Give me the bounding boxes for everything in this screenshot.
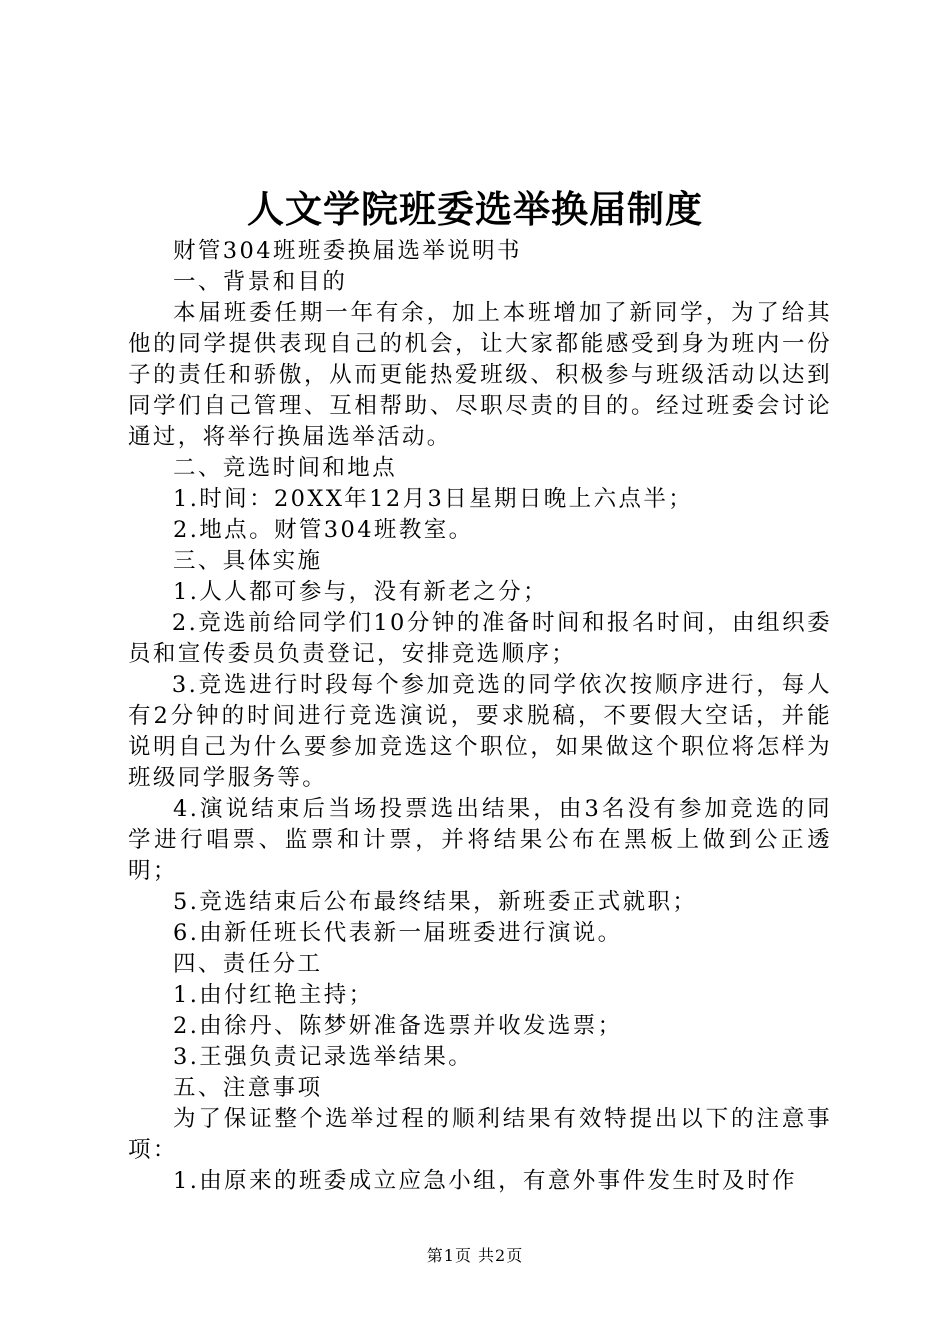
section-heading-1: 一、背景和目的	[173, 269, 348, 295]
paragraph: 为了保证整个选举过程的顺利结果有效特提出以下的注意事项：	[128, 1106, 832, 1163]
document-title: 人文学院班委选举换届制度	[247, 187, 703, 231]
list-item: 6.由新任班长代表新一届班委进行演说。	[173, 920, 623, 946]
section-heading-5: 五、注意事项	[173, 1075, 323, 1101]
section-heading-3: 三、具体实施	[173, 548, 323, 574]
section-heading-2: 二、竞选时间和地点	[173, 455, 398, 481]
list-item: 2.地点。财管304班教室。	[173, 517, 474, 543]
list-item: 1.时间：20XX年12月3日星期日晚上六点半；	[173, 486, 694, 512]
list-item: 2.由徐丹、陈梦妍准备选票并收发选票；	[173, 1013, 623, 1039]
list-item: 1.由付红艳主持；	[173, 982, 374, 1008]
section-heading-4: 四、责任分工	[173, 951, 323, 977]
list-item: 4.演说结束后当场投票选出结果，由3名没有参加竞选的同学进行唱票、监票和计票，并将结果公布在黑板上做到公正透明；	[128, 796, 832, 884]
list-item: 1.人人都可参与，没有新老之分；	[173, 579, 548, 605]
list-item: 5.竞选结束后公布最终结果，新班委正式就职；	[173, 889, 698, 915]
list-item: 3.竞选进行时段每个参加竞选的同学依次按顺序进行，每人有2分钟的时间进行竞选演说，要求脱稿，不要假大空话，并能说明自己为什么要参加竞选这个职位，如果做这个职位将怎样为班级同学服务等。	[128, 672, 832, 791]
list-item: 1.由原来的班委成立应急小组，有意外事件发生时及时作	[173, 1168, 797, 1194]
page-footer: 第1页 共2页	[426, 1246, 524, 1265]
list-item: 3.王强负责记录选举结果。	[173, 1044, 474, 1070]
document-body	[128, 236, 832, 1197]
paragraph: 本届班委任期一年有余，加上本班增加了新同学，为了给其他的同学提供表现自己的机会，让大家都能感受到身为班内一份子的责任和骄傲，从而更能热爱班级、积极参与班级活动以达到同学们自己管理、互相帮助、尽职尽责的目的。经过班委会讨论通过，将举行换届选举活动。	[128, 300, 832, 450]
list-item: 2.竞选前给同学们10分钟的准备时间和报名时间，由组织委员和宣传委员负责登记，安排竞选顺序；	[128, 610, 832, 667]
paragraph-subtitle: 财管304班班委换届选举说明书	[173, 238, 522, 264]
